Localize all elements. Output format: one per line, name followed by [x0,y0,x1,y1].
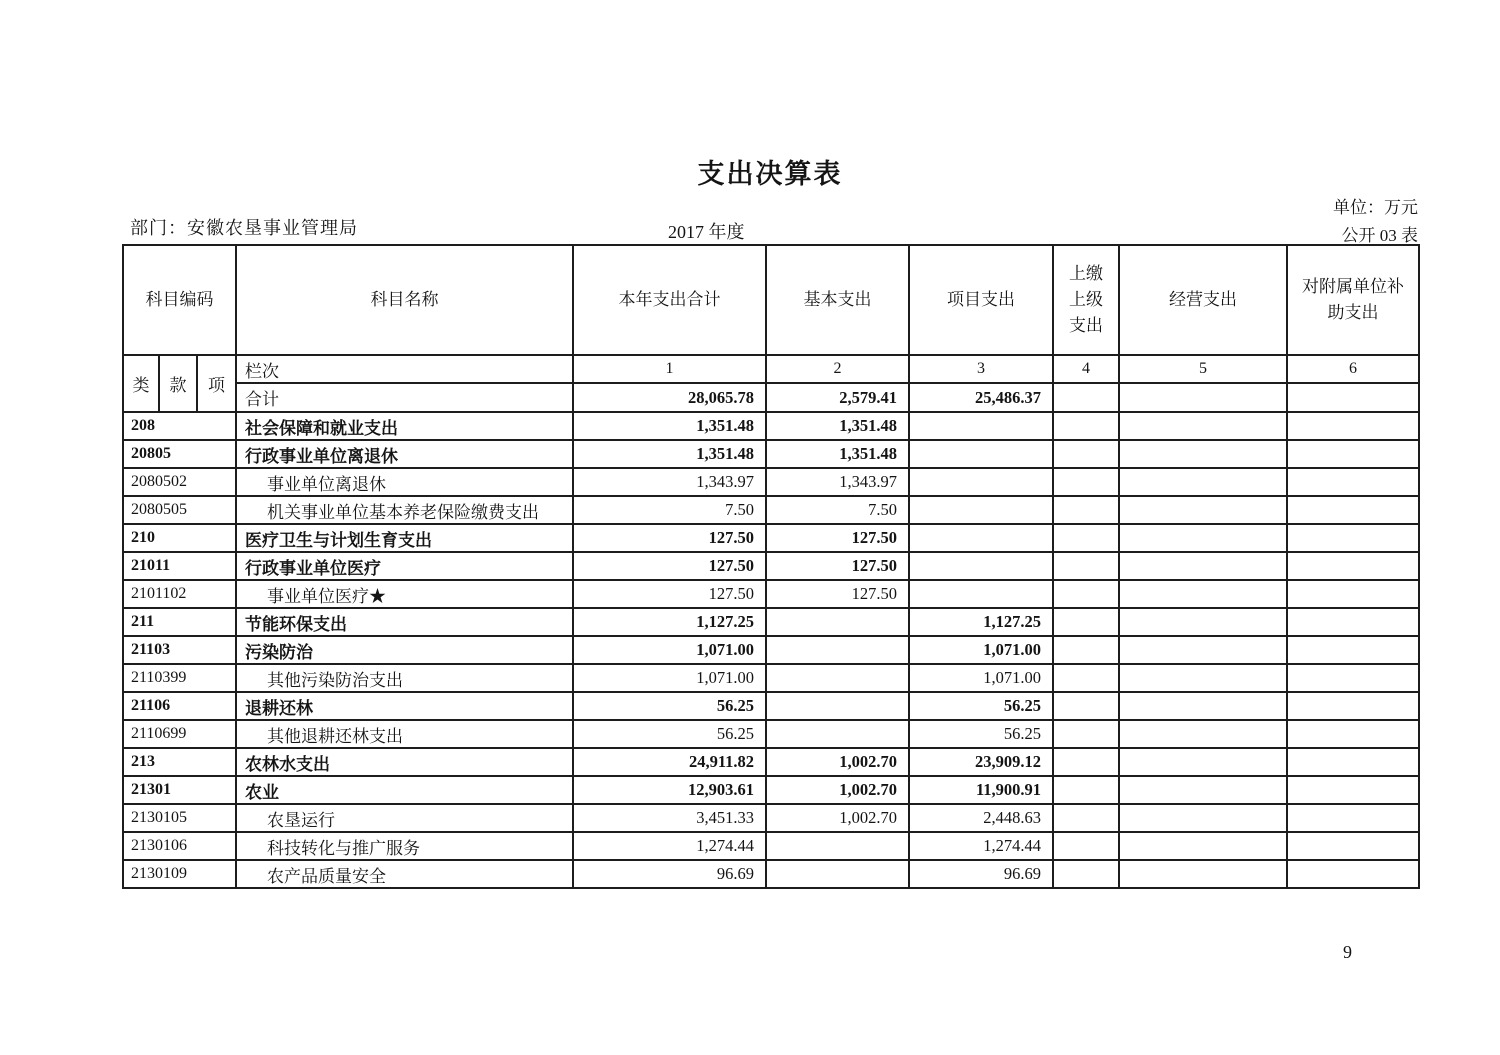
subject-code-cell: 2110399 [123,664,236,692]
column-index-1: 1 [573,355,766,383]
project-expenditure-cell: 11,900.91 [909,776,1053,804]
grand-total-label: 合计 [236,383,573,412]
project-expenditure-cell: 1,071.00 [909,636,1053,664]
total-expenditure-cell: 1,127.25 [573,608,766,636]
subject-code-cell: 20805 [123,440,236,468]
basic-expenditure-cell [766,692,909,720]
operating-expenditure-cell [1119,860,1287,888]
upper-remittance-cell [1053,608,1119,636]
col-header-subject-code: 科目编码 [123,245,236,355]
table-row [123,692,1419,720]
operating-expenditure-cell [1119,692,1287,720]
table-row [123,524,1419,552]
basic-expenditure-cell: 1,351.48 [766,440,909,468]
grand-total-upper [1053,383,1119,412]
total-expenditure-cell: 127.50 [573,524,766,552]
subsidy-expenditure-cell [1287,608,1419,636]
subject-name-cell: 退耕还林 [236,692,573,720]
grand-total-row [123,383,1419,412]
table-row [123,468,1419,496]
subject-name-cell: 医疗卫生与计划生育支出 [236,524,573,552]
operating-expenditure-cell [1119,636,1287,664]
subsidy-expenditure-cell [1287,636,1419,664]
subject-name-cell: 事业单位医疗★ [236,580,573,608]
subsidy-expenditure-cell [1287,804,1419,832]
total-expenditure-cell: 127.50 [573,552,766,580]
subsidy-expenditure-cell [1287,720,1419,748]
upper-remittance-cell [1053,496,1119,524]
table-row [123,552,1419,580]
subject-name-cell: 农业 [236,776,573,804]
col-header-subsidy-expenditure: 对附属单位补助支出 [1287,245,1419,355]
basic-expenditure-cell [766,664,909,692]
upper-remittance-cell [1053,412,1119,440]
basic-expenditure-cell: 1,002.70 [766,748,909,776]
col-header-operating-expenditure: 经营支出 [1119,245,1287,355]
basic-expenditure-cell: 127.50 [766,552,909,580]
project-expenditure-cell: 56.25 [909,720,1053,748]
project-expenditure-cell: 1,071.00 [909,664,1053,692]
table-body [123,412,1419,888]
column-index-row [123,355,1419,383]
total-expenditure-cell: 96.69 [573,860,766,888]
upper-remittance-cell [1053,580,1119,608]
operating-expenditure-cell [1119,440,1287,468]
operating-expenditure-cell [1119,664,1287,692]
total-expenditure-cell: 12,903.61 [573,776,766,804]
subcol-class: 类 [123,355,159,412]
operating-expenditure-cell [1119,776,1287,804]
operating-expenditure-cell [1119,804,1287,832]
basic-expenditure-cell [766,860,909,888]
total-expenditure-cell: 56.25 [573,692,766,720]
subject-name-cell: 行政事业单位医疗 [236,552,573,580]
total-expenditure-cell: 1,071.00 [573,664,766,692]
col-header-project-expenditure: 项目支出 [909,245,1053,355]
project-expenditure-cell: 1,127.25 [909,608,1053,636]
project-expenditure-cell [909,552,1053,580]
subject-code-cell: 2110699 [123,720,236,748]
table-row [123,440,1419,468]
total-expenditure-cell: 3,451.33 [573,804,766,832]
basic-expenditure-cell: 1,002.70 [766,776,909,804]
table-row [123,496,1419,524]
subject-code-cell: 21011 [123,552,236,580]
total-expenditure-cell: 1,071.00 [573,636,766,664]
upper-remittance-cell [1053,440,1119,468]
subject-code-cell: 211 [123,608,236,636]
total-expenditure-cell: 7.50 [573,496,766,524]
table-row [123,832,1419,860]
department-label: 部门：安徽农垦事业管理局 [130,218,358,238]
table-row [123,776,1419,804]
subject-name-cell: 社会保障和就业支出 [236,412,573,440]
basic-expenditure-cell: 1,343.97 [766,468,909,496]
project-expenditure-cell: 1,274.44 [909,832,1053,860]
total-expenditure-cell: 56.25 [573,720,766,748]
table-row [123,720,1419,748]
column-index-2: 2 [766,355,909,383]
basic-expenditure-cell: 7.50 [766,496,909,524]
column-index-5: 5 [1119,355,1287,383]
subsidy-expenditure-cell [1287,664,1419,692]
subsidy-expenditure-cell [1287,692,1419,720]
project-expenditure-cell: 56.25 [909,692,1053,720]
upper-remittance-cell [1053,664,1119,692]
subject-name-cell: 其他污染防治支出 [236,664,573,692]
basic-expenditure-cell: 1,351.48 [766,412,909,440]
operating-expenditure-cell [1119,496,1287,524]
operating-expenditure-cell [1119,832,1287,860]
project-expenditure-cell: 96.69 [909,860,1053,888]
subject-name-cell: 污染防治 [236,636,573,664]
upper-remittance-cell [1053,692,1119,720]
grand-total-basic: 2,579.41 [766,383,909,412]
subject-name-cell: 事业单位离退休 [236,468,573,496]
subject-name-cell: 其他退耕还林支出 [236,720,573,748]
basic-expenditure-cell [766,636,909,664]
total-expenditure-cell: 24,911.82 [573,748,766,776]
upper-remittance-cell [1053,832,1119,860]
project-expenditure-cell [909,440,1053,468]
project-expenditure-cell [909,524,1053,552]
project-expenditure-cell [909,468,1053,496]
upper-remittance-cell [1053,804,1119,832]
table-row [123,860,1419,888]
subsidy-expenditure-cell [1287,552,1419,580]
upper-remittance-cell [1053,776,1119,804]
subject-name-cell: 农垦运行 [236,804,573,832]
subject-code-cell: 21301 [123,776,236,804]
subject-code-cell: 2130106 [123,832,236,860]
basic-expenditure-cell [766,608,909,636]
upper-remittance-cell [1053,636,1119,664]
subject-code-cell: 2080502 [123,468,236,496]
subsidy-expenditure-cell [1287,832,1419,860]
fiscal-year-label: 2017 年度 [668,222,745,242]
subject-name-cell: 行政事业单位离退休 [236,440,573,468]
subsidy-expenditure-cell [1287,748,1419,776]
subsidy-expenditure-cell [1287,776,1419,804]
page-number: 9 [1343,942,1352,962]
operating-expenditure-cell [1119,552,1287,580]
basic-expenditure-cell: 127.50 [766,580,909,608]
grand-total-operating [1119,383,1287,412]
subject-code-cell: 2130109 [123,860,236,888]
unit-note: 单位：万元 [1333,198,1418,217]
subsidy-expenditure-cell [1287,580,1419,608]
column-index-4: 4 [1053,355,1119,383]
col-header-upper-remittance: 上缴上级支出 [1053,245,1119,355]
basic-expenditure-cell [766,720,909,748]
upper-remittance-cell [1053,748,1119,776]
upper-remittance-cell [1053,524,1119,552]
operating-expenditure-cell [1119,720,1287,748]
subject-name-cell: 农产品质量安全 [236,860,573,888]
header-row [123,245,1419,355]
total-expenditure-cell: 1,351.48 [573,440,766,468]
subject-code-cell: 2080505 [123,496,236,524]
subject-name-cell: 科技转化与推广服务 [236,832,573,860]
basic-expenditure-cell [766,832,909,860]
subsidy-expenditure-cell [1287,440,1419,468]
col-header-basic-expenditure: 基本支出 [766,245,909,355]
project-expenditure-cell [909,412,1053,440]
subsidy-expenditure-cell [1287,524,1419,552]
project-expenditure-cell: 23,909.12 [909,748,1053,776]
subsidy-expenditure-cell [1287,412,1419,440]
operating-expenditure-cell [1119,468,1287,496]
subject-name-cell: 机关事业单位基本养老保险缴费支出 [236,496,573,524]
table-row [123,748,1419,776]
table-notes [1333,194,1418,250]
table-row [123,804,1419,832]
expenditure-table [122,244,1420,889]
subject-code-cell: 208 [123,412,236,440]
table-row [123,580,1419,608]
basic-expenditure-cell: 127.50 [766,524,909,552]
subcol-item: 项 [197,355,236,412]
table-row [123,412,1419,440]
subsidy-expenditure-cell [1287,496,1419,524]
total-expenditure-cell: 127.50 [573,580,766,608]
basic-expenditure-cell: 1,002.70 [766,804,909,832]
table-row [123,636,1419,664]
operating-expenditure-cell [1119,748,1287,776]
sheet-number-note: 公开 03 表 [1341,226,1418,245]
subject-code-cell: 2101102 [123,580,236,608]
column-index-6: 6 [1287,355,1419,383]
subcol-section: 款 [159,355,197,412]
upper-remittance-cell [1053,720,1119,748]
subject-code-cell: 210 [123,524,236,552]
total-expenditure-cell: 1,343.97 [573,468,766,496]
table-row [123,608,1419,636]
project-expenditure-cell [909,496,1053,524]
upper-remittance-cell [1053,860,1119,888]
project-expenditure-cell [909,580,1053,608]
column-index-label: 栏次 [236,355,573,383]
grand-total-total: 28,065.78 [573,383,766,412]
col-header-subject-name: 科目名称 [236,245,573,355]
page-title: 支出决算表 [697,159,843,190]
grand-total-project: 25,486.37 [909,383,1053,412]
col-header-total-expenditure: 本年支出合计 [573,245,766,355]
upper-remittance-cell [1053,552,1119,580]
grand-total-subsidy [1287,383,1419,412]
subject-code-cell: 213 [123,748,236,776]
subject-name-cell: 节能环保支出 [236,608,573,636]
operating-expenditure-cell [1119,412,1287,440]
operating-expenditure-cell [1119,580,1287,608]
table-row [123,664,1419,692]
subsidy-expenditure-cell [1287,468,1419,496]
project-expenditure-cell: 2,448.63 [909,804,1053,832]
subject-code-cell: 21103 [123,636,236,664]
upper-remittance-cell [1053,468,1119,496]
subject-name-cell: 农林水支出 [236,748,573,776]
subject-code-cell: 21106 [123,692,236,720]
operating-expenditure-cell [1119,524,1287,552]
total-expenditure-cell: 1,274.44 [573,832,766,860]
operating-expenditure-cell [1119,608,1287,636]
subject-code-cell: 2130105 [123,804,236,832]
subsidy-expenditure-cell [1287,860,1419,888]
total-expenditure-cell: 1,351.48 [573,412,766,440]
column-index-3: 3 [909,355,1053,383]
